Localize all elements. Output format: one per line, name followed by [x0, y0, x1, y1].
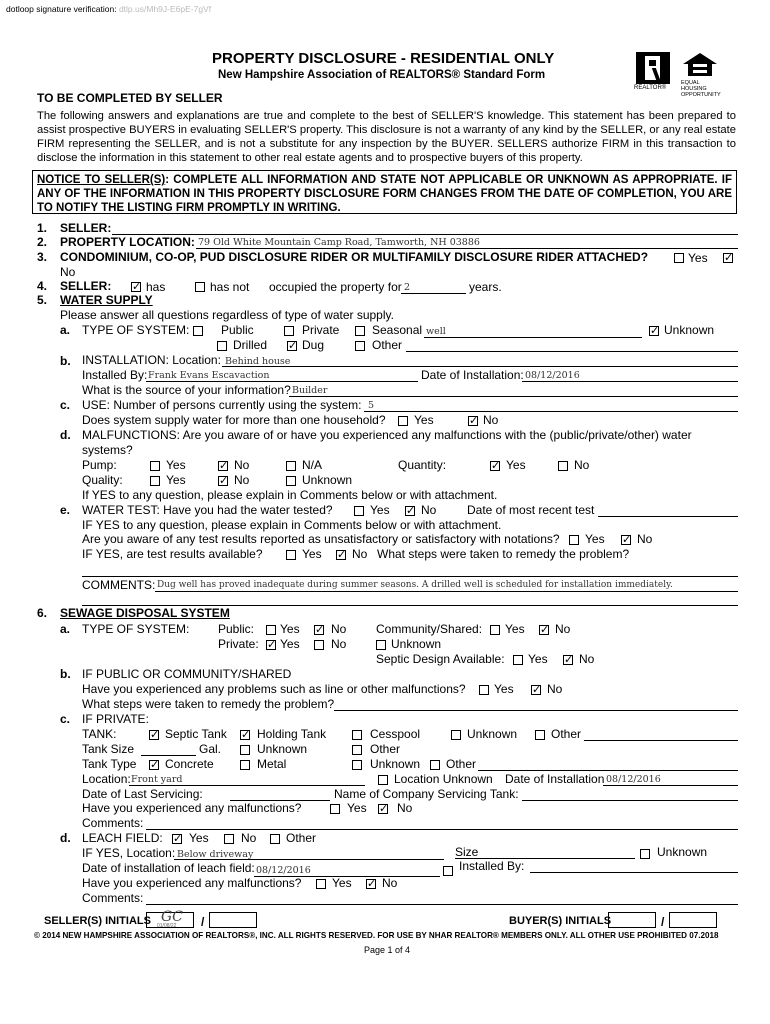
installed-by-value[interactable]: Frank Evans Escavaction	[148, 370, 270, 381]
notice-text: : COMPLETE ALL INFORMATION AND STATE NOT APPLICABLE OR UNKNOWN AS APPROPRIATE. IF ANY OF THE INFORMATION IN THIS PROPERTY DISCLOSURE FORM CHANGES FROM THE DATE OF COMPLETION, YOU ARE TO NOTIFY THE LISTING FIRM PROMPTLY IN WRITING.	[37, 174, 732, 214]
install-location-label: INSTALLATION: Location:	[82, 353, 221, 367]
recent-test-date-label: Date of most recent test	[467, 503, 595, 517]
copyright-notice: © 2014 NEW HAMPSHIRE ASSOCIATION OF REALTORS®, INC. ALL RIGHTS RESERVED. FOR USE BY NHAR REALTOR® MEMBERS ONLY. ALL OTHER USE PROHIBITED 07.2018	[34, 931, 719, 940]
water-dug-checkbox[interactable]	[287, 341, 297, 351]
water-type-label: TYPE OF SYSTEM:	[82, 323, 190, 337]
seller-initials-signature: GC	[161, 909, 183, 925]
leach-other-checkbox[interactable]	[270, 834, 280, 844]
quality-yes-checkbox[interactable]	[150, 476, 160, 486]
water-seasonal-value[interactable]: well	[426, 326, 446, 337]
equal-housing-text: EQUAL HOUSING OPPORTUNITY	[681, 80, 721, 98]
tank-type-label: Tank Type	[82, 757, 137, 771]
water-other-field[interactable]	[406, 351, 738, 352]
years-value[interactable]: 2	[404, 282, 411, 293]
info-source-field[interactable]	[289, 396, 738, 397]
leach-yes-label: Yes	[189, 831, 209, 845]
tank-other-field[interactable]	[584, 740, 738, 741]
sewage-steps-field[interactable]	[334, 710, 738, 711]
has-checkbox[interactable]	[131, 282, 141, 292]
leach-other-label: Other	[286, 831, 317, 845]
leach-location-label: IF YES, Location:	[82, 846, 176, 860]
years-field[interactable]	[401, 293, 466, 294]
tank-unknown-label: Unknown	[467, 727, 518, 741]
tank-size-unknown-checkbox[interactable]	[240, 745, 250, 755]
water-comments-label: COMMENTS:	[82, 578, 156, 592]
has-label: has	[146, 280, 166, 294]
occupied-label: occupied the property for	[269, 280, 402, 294]
sewage-public-yes-checkbox[interactable]	[266, 625, 276, 635]
tank-other-label: Other	[551, 727, 582, 741]
community-no-checkbox[interactable]	[539, 625, 549, 635]
pump-label: Pump:	[82, 458, 117, 472]
leach-date-label: Date of installation of leach field:	[82, 861, 255, 875]
sewage-problems-question: Have you experienced any problems such as line or other malfunctions?	[82, 682, 466, 696]
buyer-initials-box-2[interactable]	[669, 912, 717, 928]
tank-malfunctions-yes-label: Yes	[347, 801, 367, 815]
seller-field[interactable]	[112, 234, 738, 235]
water-seasonal-label: Seasonal	[372, 323, 423, 337]
seller-occupied-label: SELLER:	[60, 279, 112, 293]
tank-malfunctions-no-label: No	[397, 801, 413, 815]
location-unknown-checkbox[interactable]	[378, 775, 388, 785]
item-number-1: 1.	[37, 221, 48, 235]
pump-na-label: N/A	[302, 458, 323, 472]
tank-type-unknown-label: Unknown	[370, 757, 421, 771]
results-available-no-checkbox[interactable]	[336, 550, 346, 560]
community-unknown-checkbox[interactable]	[376, 640, 386, 650]
quality-unknown-checkbox[interactable]	[286, 476, 296, 486]
water-supply-heading: WATER SUPPLY	[60, 293, 153, 307]
more-than-one-question: Does system supply water for more than one household?	[82, 413, 386, 427]
leach-yes-checkbox[interactable]	[172, 834, 182, 844]
water-d-label: d.	[60, 428, 71, 442]
water-private-checkbox[interactable]	[284, 326, 294, 336]
page-number: Page 1 of 4	[364, 945, 411, 955]
tank-other-checkbox[interactable]	[535, 730, 545, 740]
sewage-a-label: a.	[60, 622, 71, 636]
info-source-label: What is the source of your information?	[82, 383, 291, 397]
sewage-problems-no-label: No	[547, 682, 563, 696]
leach-comments-label: Comments:	[82, 891, 144, 905]
seller-label: SELLER:	[60, 221, 112, 235]
sewage-private-yes-checkbox[interactable]	[266, 640, 276, 650]
leach-malfunctions-no-checkbox[interactable]	[366, 879, 376, 889]
seller-initials-slash: /	[201, 915, 205, 929]
results-available-yes-checkbox[interactable]	[286, 550, 296, 560]
tank-type-other-checkbox[interactable]	[430, 760, 440, 770]
water-test-yes-checkbox[interactable]	[354, 506, 364, 516]
leach-location-value[interactable]: Below driveway	[177, 849, 254, 860]
tank-size-other-checkbox[interactable]	[352, 745, 362, 755]
leach-malfunctions-yes-label: Yes	[332, 876, 352, 890]
concrete-label: Concrete	[165, 757, 214, 771]
item-number-5: 5.	[37, 293, 48, 307]
seller-initials-timestamp: 01/08/22	[157, 923, 177, 929]
item-number-3: 3.	[37, 250, 48, 264]
remedy-steps-label: What steps were taken to remedy the problem?	[377, 547, 630, 561]
sewage-b-label: b.	[60, 667, 71, 681]
leach-size-unknown-checkbox[interactable]	[640, 849, 650, 859]
if-yes-explain-note-2: IF YES to any question, please explain in Comments below or with attachment.	[82, 518, 502, 532]
dotloop-verification	[6, 5, 211, 14]
sewage-d-label: d.	[60, 831, 71, 845]
intro-paragraph: The following answers and explanations are true and complete to the best of SELLER'S knowledge. This statement has been prepared to assist prospective BUYERS in evaluating SELLER'S property. This disclosure is not a warranty of any kind by the SELLER, or any real estate FIRM representing the SELLER, and is not a substitute for any inspection by the BUYER. SELLERS authorize FIRM in this transaction to disclose the information in this statement to other real estate agents and to prospective buyers of this property.	[37, 110, 736, 164]
test-results-yes-label: Yes	[585, 532, 605, 546]
tank-type-other-label: Other	[446, 757, 477, 771]
leach-location-field[interactable]	[174, 859, 444, 860]
quantity-yes-label: Yes	[506, 458, 526, 472]
if-private-heading: IF PRIVATE:	[82, 712, 149, 726]
more-than-one-yes-checkbox[interactable]	[398, 416, 408, 426]
info-source-value[interactable]: Builder	[292, 385, 328, 396]
item-number-2: 2.	[37, 235, 48, 249]
leach-installed-by-field[interactable]	[530, 872, 738, 873]
water-unknown-checkbox[interactable]	[649, 326, 659, 336]
remedy-steps-field[interactable]	[82, 576, 738, 577]
tank-size-label: Tank Size	[82, 742, 135, 756]
tank-location-value[interactable]: Front yard	[131, 774, 183, 785]
servicing-company-field[interactable]	[522, 800, 738, 801]
sewage-problems-yes-label: Yes	[494, 682, 514, 696]
leach-field-label: LEACH FIELD:	[82, 831, 163, 845]
leach-malfunctions-question: Have you experienced any malfunctions?	[82, 876, 302, 890]
community-shared-label: Community/Shared:	[376, 622, 483, 636]
tank-malfunctions-no-checkbox[interactable]	[378, 804, 388, 814]
quantity-no-checkbox[interactable]	[558, 461, 568, 471]
water-use-field[interactable]	[364, 411, 738, 412]
location-unknown-label: Location Unknown	[394, 772, 493, 786]
water-other-checkbox[interactable]	[355, 341, 365, 351]
condo-yes-label: Yes	[688, 251, 708, 265]
tank-date-install-field[interactable]	[603, 785, 738, 786]
septic-tank-label: Septic Tank	[165, 727, 227, 741]
water-test-no-checkbox[interactable]	[405, 506, 415, 516]
water-seasonal-field[interactable]	[424, 337, 642, 338]
servicing-company-label: Name of Company Servicing Tank:	[334, 787, 519, 801]
results-available-question: IF YES, are test results available?	[82, 547, 263, 561]
sewage-public-no-label: No	[331, 622, 347, 636]
water-test-no-label: No	[421, 503, 437, 517]
has-not-label: has not	[210, 280, 250, 294]
water-e-label: e.	[60, 503, 71, 517]
leach-malfunctions-yes-checkbox[interactable]	[316, 879, 326, 889]
sewage-heading: SEWAGE DISPOSAL SYSTEM	[60, 606, 230, 620]
quantity-label: Quantity:	[398, 458, 447, 472]
sewage-private-label: Private:	[218, 637, 259, 651]
results-available-no-label: No	[352, 547, 368, 561]
test-results-question: Are you aware of any test results reported as unsatisfactory or satisfactory with notations?	[82, 532, 560, 546]
tank-malfunctions-yes-checkbox[interactable]	[330, 804, 340, 814]
water-unknown-label: Unknown	[664, 323, 715, 337]
pump-yes-checkbox[interactable]	[150, 461, 160, 471]
water-drilled-checkbox[interactable]	[217, 341, 227, 351]
septic-design-yes-checkbox[interactable]	[513, 655, 523, 665]
if-public-heading: IF PUBLIC OR COMMUNITY/SHARED	[82, 667, 292, 681]
leach-no-checkbox[interactable]	[224, 834, 234, 844]
sewage-public-no-checkbox[interactable]	[314, 625, 324, 635]
to-be-completed-heading: TO BE COMPLETED BY SELLER	[37, 91, 223, 105]
metal-label: Metal	[257, 757, 287, 771]
water-malfunctions-question: MALFUNCTIONS: Are you aware of or have you experienced any malfunctions with the (public/private/other) water	[82, 428, 692, 442]
condo-no-checkbox[interactable]	[723, 253, 733, 263]
tank-comments-label: Comments:	[82, 816, 144, 830]
water-other-label: Other	[372, 338, 403, 352]
cesspool-checkbox[interactable]	[352, 730, 362, 740]
item-number-4: 4.	[37, 279, 48, 293]
tank-unknown-checkbox[interactable]	[451, 730, 461, 740]
buyer-initials-box-1[interactable]	[608, 912, 656, 928]
leach-size-label: Size	[455, 845, 479, 859]
cesspool-label: Cesspool	[370, 727, 421, 741]
form-title: PROPERTY DISCLOSURE - RESIDENTIAL ONLY	[212, 50, 555, 67]
property-location-label: PROPERTY LOCATION:	[60, 235, 195, 249]
test-results-yes-checkbox[interactable]	[569, 535, 579, 545]
sewage-public-yes-label: Yes	[280, 622, 300, 636]
installed-by-label: Installed By:	[82, 368, 148, 382]
last-servicing-label: Date of Last Servicing:	[82, 787, 203, 801]
leach-installed-by-label: Installed By:	[459, 859, 525, 873]
water-public-checkbox[interactable]	[193, 326, 203, 336]
water-date-install-field[interactable]	[522, 381, 738, 382]
tank-location-field[interactable]	[129, 785, 365, 786]
water-test-yes-label: Yes	[370, 503, 390, 517]
install-location-value[interactable]: Behind house	[225, 356, 291, 367]
property-location-value[interactable]: 79 Old White Mountain Camp Road, Tamworth, NH 03886	[198, 237, 480, 248]
tank-malfunctions-question: Have you experienced any malfunctions?	[82, 801, 302, 815]
tank-size-other-label: Other	[370, 742, 401, 756]
holding-tank-checkbox[interactable]	[240, 730, 250, 740]
quality-unknown-label: Unknown	[302, 473, 353, 487]
pump-na-checkbox[interactable]	[286, 461, 296, 471]
tank-label: TANK:	[82, 727, 117, 741]
leach-comments-field[interactable]	[146, 904, 738, 905]
pump-yes-label: Yes	[166, 458, 186, 472]
concrete-checkbox[interactable]	[149, 760, 159, 770]
tank-type-unknown-checkbox[interactable]	[352, 760, 362, 770]
tank-location-label: Location:	[82, 772, 131, 786]
verification-code: dtlp.us/Mh9J-E6pE-7gVf	[118, 4, 212, 14]
community-no-label: No	[555, 622, 571, 636]
water-use-label: USE: Number of persons currently using the system:	[82, 398, 362, 412]
water-test-question: WATER TEST: Have you had the water tested?	[82, 503, 333, 517]
seller-initials-label: SELLER(S) INITIALS	[44, 915, 151, 927]
realtor-logo	[636, 52, 670, 84]
results-available-yes-label: Yes	[302, 547, 322, 561]
sewage-problems-yes-checkbox[interactable]	[479, 685, 489, 695]
test-results-no-label: No	[637, 532, 653, 546]
has-not-checkbox[interactable]	[195, 282, 205, 292]
condo-rider-question: CONDOMINIUM, CO-OP, PUD DISCLOSURE RIDER OR MULTIFAMILY DISCLOSURE RIDER ATTACHED?	[60, 250, 649, 264]
form-subtitle: New Hampshire Association of REALTORS® Standard Form	[218, 69, 546, 81]
water-b-label: b.	[60, 354, 71, 368]
seller-initials-box-1[interactable]	[146, 909, 194, 929]
quantity-yes-checkbox[interactable]	[490, 461, 500, 471]
leach-malfunctions-no-label: No	[382, 876, 398, 890]
tank-date-install-label: Date of Installation	[505, 772, 605, 786]
install-location-field[interactable]	[222, 366, 738, 367]
buyer-initials-label: BUYER(S) INITIALS	[509, 915, 612, 927]
holding-tank-label: Holding Tank	[257, 727, 327, 741]
tank-size-field[interactable]	[141, 755, 196, 756]
water-seasonal-checkbox[interactable]	[355, 326, 365, 336]
buyer-initials-slash: /	[661, 915, 665, 929]
community-yes-label: Yes	[505, 622, 525, 636]
water-systems-label: systems?	[82, 443, 133, 457]
quality-no-label: No	[234, 473, 250, 487]
seller-initials-box-2[interactable]	[209, 912, 257, 928]
quality-no-checkbox[interactable]	[218, 476, 228, 486]
more-than-one-yes-label: Yes	[414, 413, 434, 427]
sewage-c-label: c.	[60, 712, 71, 726]
leach-date-value[interactable]: 08/12/2016	[256, 865, 311, 876]
water-a-label: a.	[60, 323, 71, 337]
pump-no-label: No	[234, 458, 250, 472]
septic-design-no-checkbox[interactable]	[563, 655, 573, 665]
tank-date-install-value[interactable]: 08/12/2016	[606, 774, 661, 785]
water-drilled-label: Drilled	[233, 338, 268, 352]
gal-label: Gal.	[199, 742, 222, 756]
septic-design-yes-label: Yes	[528, 652, 548, 666]
sewage-private-yes-label: Yes	[280, 637, 300, 651]
septic-design-label: Septic Design Available:	[376, 652, 505, 666]
installed-by-field[interactable]	[146, 381, 418, 382]
recent-test-date-field[interactable]	[598, 516, 738, 517]
water-use-value[interactable]: 5	[368, 400, 375, 411]
quality-yes-label: Yes	[166, 473, 186, 487]
metal-checkbox[interactable]	[240, 760, 250, 770]
water-date-install-value[interactable]: 08/12/2016	[525, 370, 580, 381]
leach-size-unknown-label: Unknown	[657, 845, 708, 859]
water-comments-value[interactable]: Dug well has proved inadequate during summer seasons. A drilled well is scheduled for installation immediately.	[157, 580, 673, 590]
quality-label: Quality:	[82, 473, 123, 487]
sewage-problems-no-checkbox[interactable]	[531, 685, 541, 695]
septic-tank-checkbox[interactable]	[149, 730, 159, 740]
leach-installed-by-checkbox[interactable]	[443, 866, 453, 876]
water-comments-field[interactable]	[155, 591, 738, 592]
tank-type-other-field[interactable]	[478, 770, 738, 771]
sewage-private-no-checkbox[interactable]	[314, 640, 324, 650]
condo-yes-checkbox[interactable]	[674, 253, 684, 263]
verification-label: dotloop signature verification:	[6, 4, 117, 14]
tank-comments-field[interactable]	[146, 829, 738, 830]
sewage-public-label: Public:	[218, 622, 255, 636]
if-yes-explain-note: If YES to any question, please explain in Comments below or with attachment.	[82, 488, 498, 502]
water-date-install-label: Date of Installation:	[421, 368, 524, 382]
water-public-label: Public	[221, 323, 254, 337]
property-location-field[interactable]	[196, 248, 738, 249]
quantity-no-label: No	[574, 458, 590, 472]
septic-design-no-label: No	[579, 652, 595, 666]
water-dug-label: Dug	[302, 338, 325, 352]
tank-size-unknown-label: Unknown	[257, 742, 308, 756]
more-than-one-no-checkbox[interactable]	[468, 416, 478, 426]
water-instructions: Please answer all questions regardless of type of water supply.	[60, 308, 394, 322]
realtor-logo-text: REALTOR®	[634, 85, 667, 91]
community-unknown-label: Unknown	[391, 637, 442, 651]
test-results-no-checkbox[interactable]	[621, 535, 631, 545]
condo-no-label: No	[60, 265, 76, 279]
item-number-6: 6.	[37, 606, 48, 620]
sewage-steps-label: What steps were taken to remedy the problem?	[82, 697, 335, 711]
more-than-one-no-label: No	[483, 413, 499, 427]
years-label: years.	[469, 280, 502, 294]
equal-housing-icon	[680, 52, 720, 78]
notice-lead: NOTICE TO SELLER(S)	[37, 174, 166, 186]
notice-box	[32, 170, 737, 214]
sewage-type-label: TYPE OF SYSTEM:	[82, 622, 190, 636]
water-c-label: c.	[60, 398, 71, 412]
sewage-private-no-label: No	[331, 637, 347, 651]
pump-no-checkbox[interactable]	[218, 461, 228, 471]
community-yes-checkbox[interactable]	[490, 625, 500, 635]
water-private-label: Private	[302, 323, 340, 337]
leach-no-label: No	[241, 831, 257, 845]
